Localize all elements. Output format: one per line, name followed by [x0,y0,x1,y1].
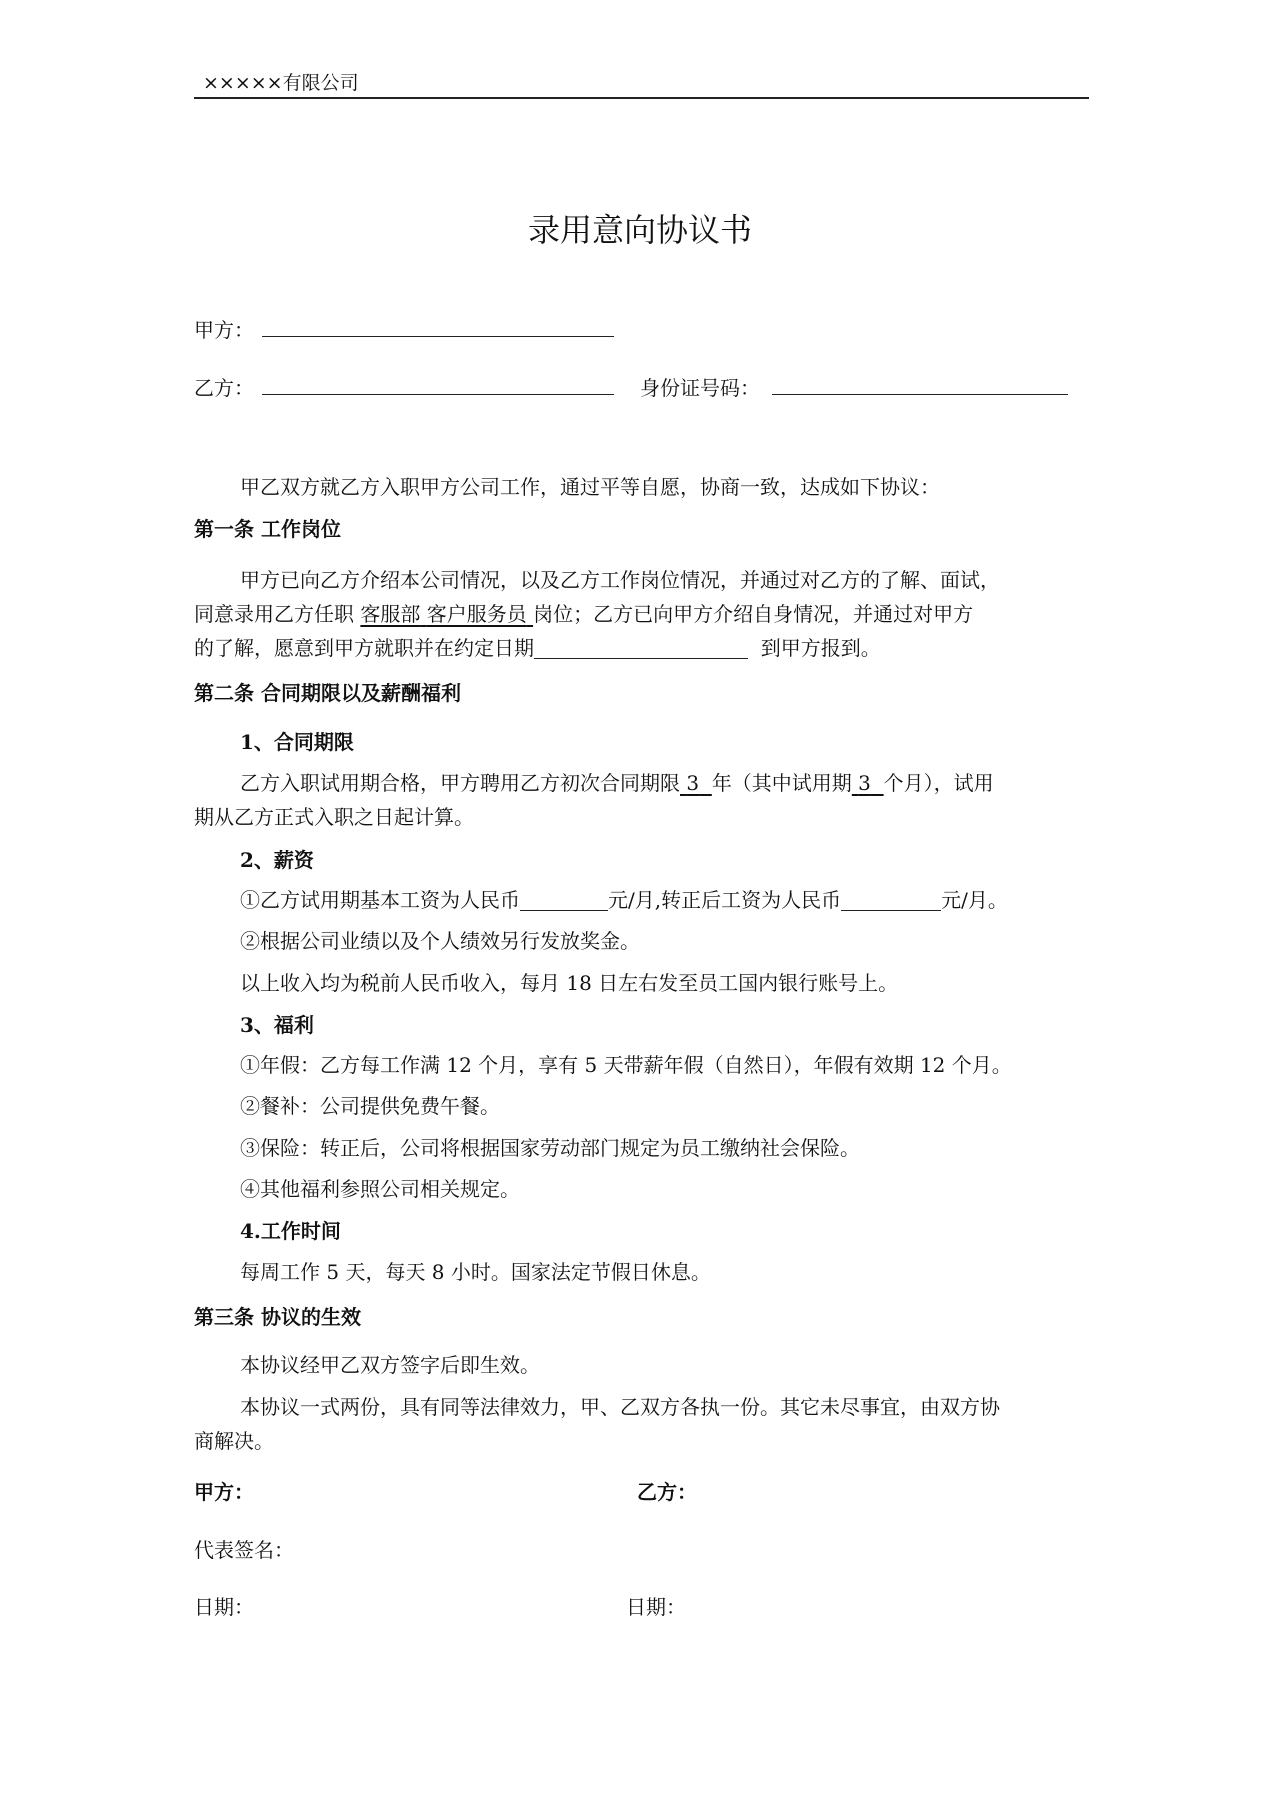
header-company-name: ×××××有限公司 [203,72,359,94]
party-a-name-field[interactable] [262,336,614,337]
contract-term-line-1: 乙方入职试用期合格，甲方聘用乙方初次合同期限 3 年（其中试用期 3 个月），试用 [240,771,994,795]
party-b-label: 乙方： [194,376,254,400]
intro-text: 甲乙双方就乙方入职甲方公司工作，通过平等自愿，协商一致，达成如下协议： [240,475,940,499]
benefit-annual-leave: ①年假：乙方每工作满 12 个月，享有 5 天带薪年假（自然日），年假有效期 12 个月。 [240,1053,1012,1077]
article-1-line-3: 的了解，愿意到甲方就职并在约定日期 到甲方报到。 [194,636,881,660]
party-a-label: 甲方： [194,318,254,342]
article-2-heading: 第二条 合同期限以及薪酬福利 [194,681,461,705]
benefit-insurance: ③保险：转正后，公司将根据国家劳动部门规定为员工缴纳社会保险。 [240,1136,860,1160]
probation-months-value: 3 [858,771,871,795]
article-3-line-3: 商解决。 [194,1429,274,1453]
pay-note-line: 以上收入均为税前人民币收入，每月 18 日左右发至员工国内银行账号上。 [240,971,899,995]
department-value: 客服部 客户服务员 [360,602,527,626]
salary-line: ①乙方试用期基本工资为人民币 元/月,转正后工资为人民币 元/月。 [240,888,1008,912]
signature-party-a: 甲方： [194,1480,254,1504]
contract-term-line-2: 期从乙方正式入职之日起计算。 [194,805,474,829]
regular-salary-field[interactable] [841,890,941,911]
document-title: 录用意向协议书 [527,211,752,249]
representative-signature-label: 代表签名： [194,1538,294,1562]
article-1-line-2 [194,597,973,631]
report-date-field[interactable] [534,638,748,659]
section-benefits-title: 3、福利 [240,1013,314,1037]
bonus-line: ②根据公司业绩以及个人绩效另行发放奖金。 [240,929,640,953]
party-b-name-field[interactable] [262,394,614,395]
section-contract-term-title: 1、合同期限 [240,730,354,754]
article-3-line-1: 本协议经甲乙双方签字后即生效。 [240,1353,540,1377]
article-3-heading: 第三条 协议的生效 [194,1305,361,1329]
signature-date-a: 日期： [194,1595,254,1619]
work-hours-line: 每周工作 5 天，每天 8 小时。国家法定节假日休息。 [240,1260,711,1284]
section-work-hours-title: 4.工作时间 [240,1219,341,1243]
contract-years-value: 3 [686,771,700,795]
probation-salary-field[interactable] [520,890,608,911]
article-3-line-2: 本协议一式两份，具有同等法律效力，甲、乙双方各执一份。其它未尽事宜，由双方协 [240,1395,1000,1419]
id-number-label: 身份证号码： [640,376,760,400]
article-1-line-2-post: 岗位；乙方已向甲方介绍自身情况，并通过对甲方 [533,602,974,626]
article-1-heading: 第一条 工作岗位 [194,517,341,541]
signature-party-b: 乙方： [637,1480,697,1504]
signature-date-b: 日期： [626,1595,686,1619]
benefit-other: ④其他福利参照公司相关规定。 [240,1177,520,1201]
article-1-line-2-pre: 同意录用乙方任职 [194,602,354,626]
id-number-field[interactable] [772,394,1068,395]
header-rule [194,97,1089,99]
section-salary-title: 2、薪资 [240,848,314,872]
benefit-meals: ②餐补：公司提供免费午餐。 [240,1094,500,1118]
article-1-line-1: 甲方已向乙方介绍本公司情况，以及乙方工作岗位情况，并通过对乙方的了解、面试， [240,568,1000,592]
